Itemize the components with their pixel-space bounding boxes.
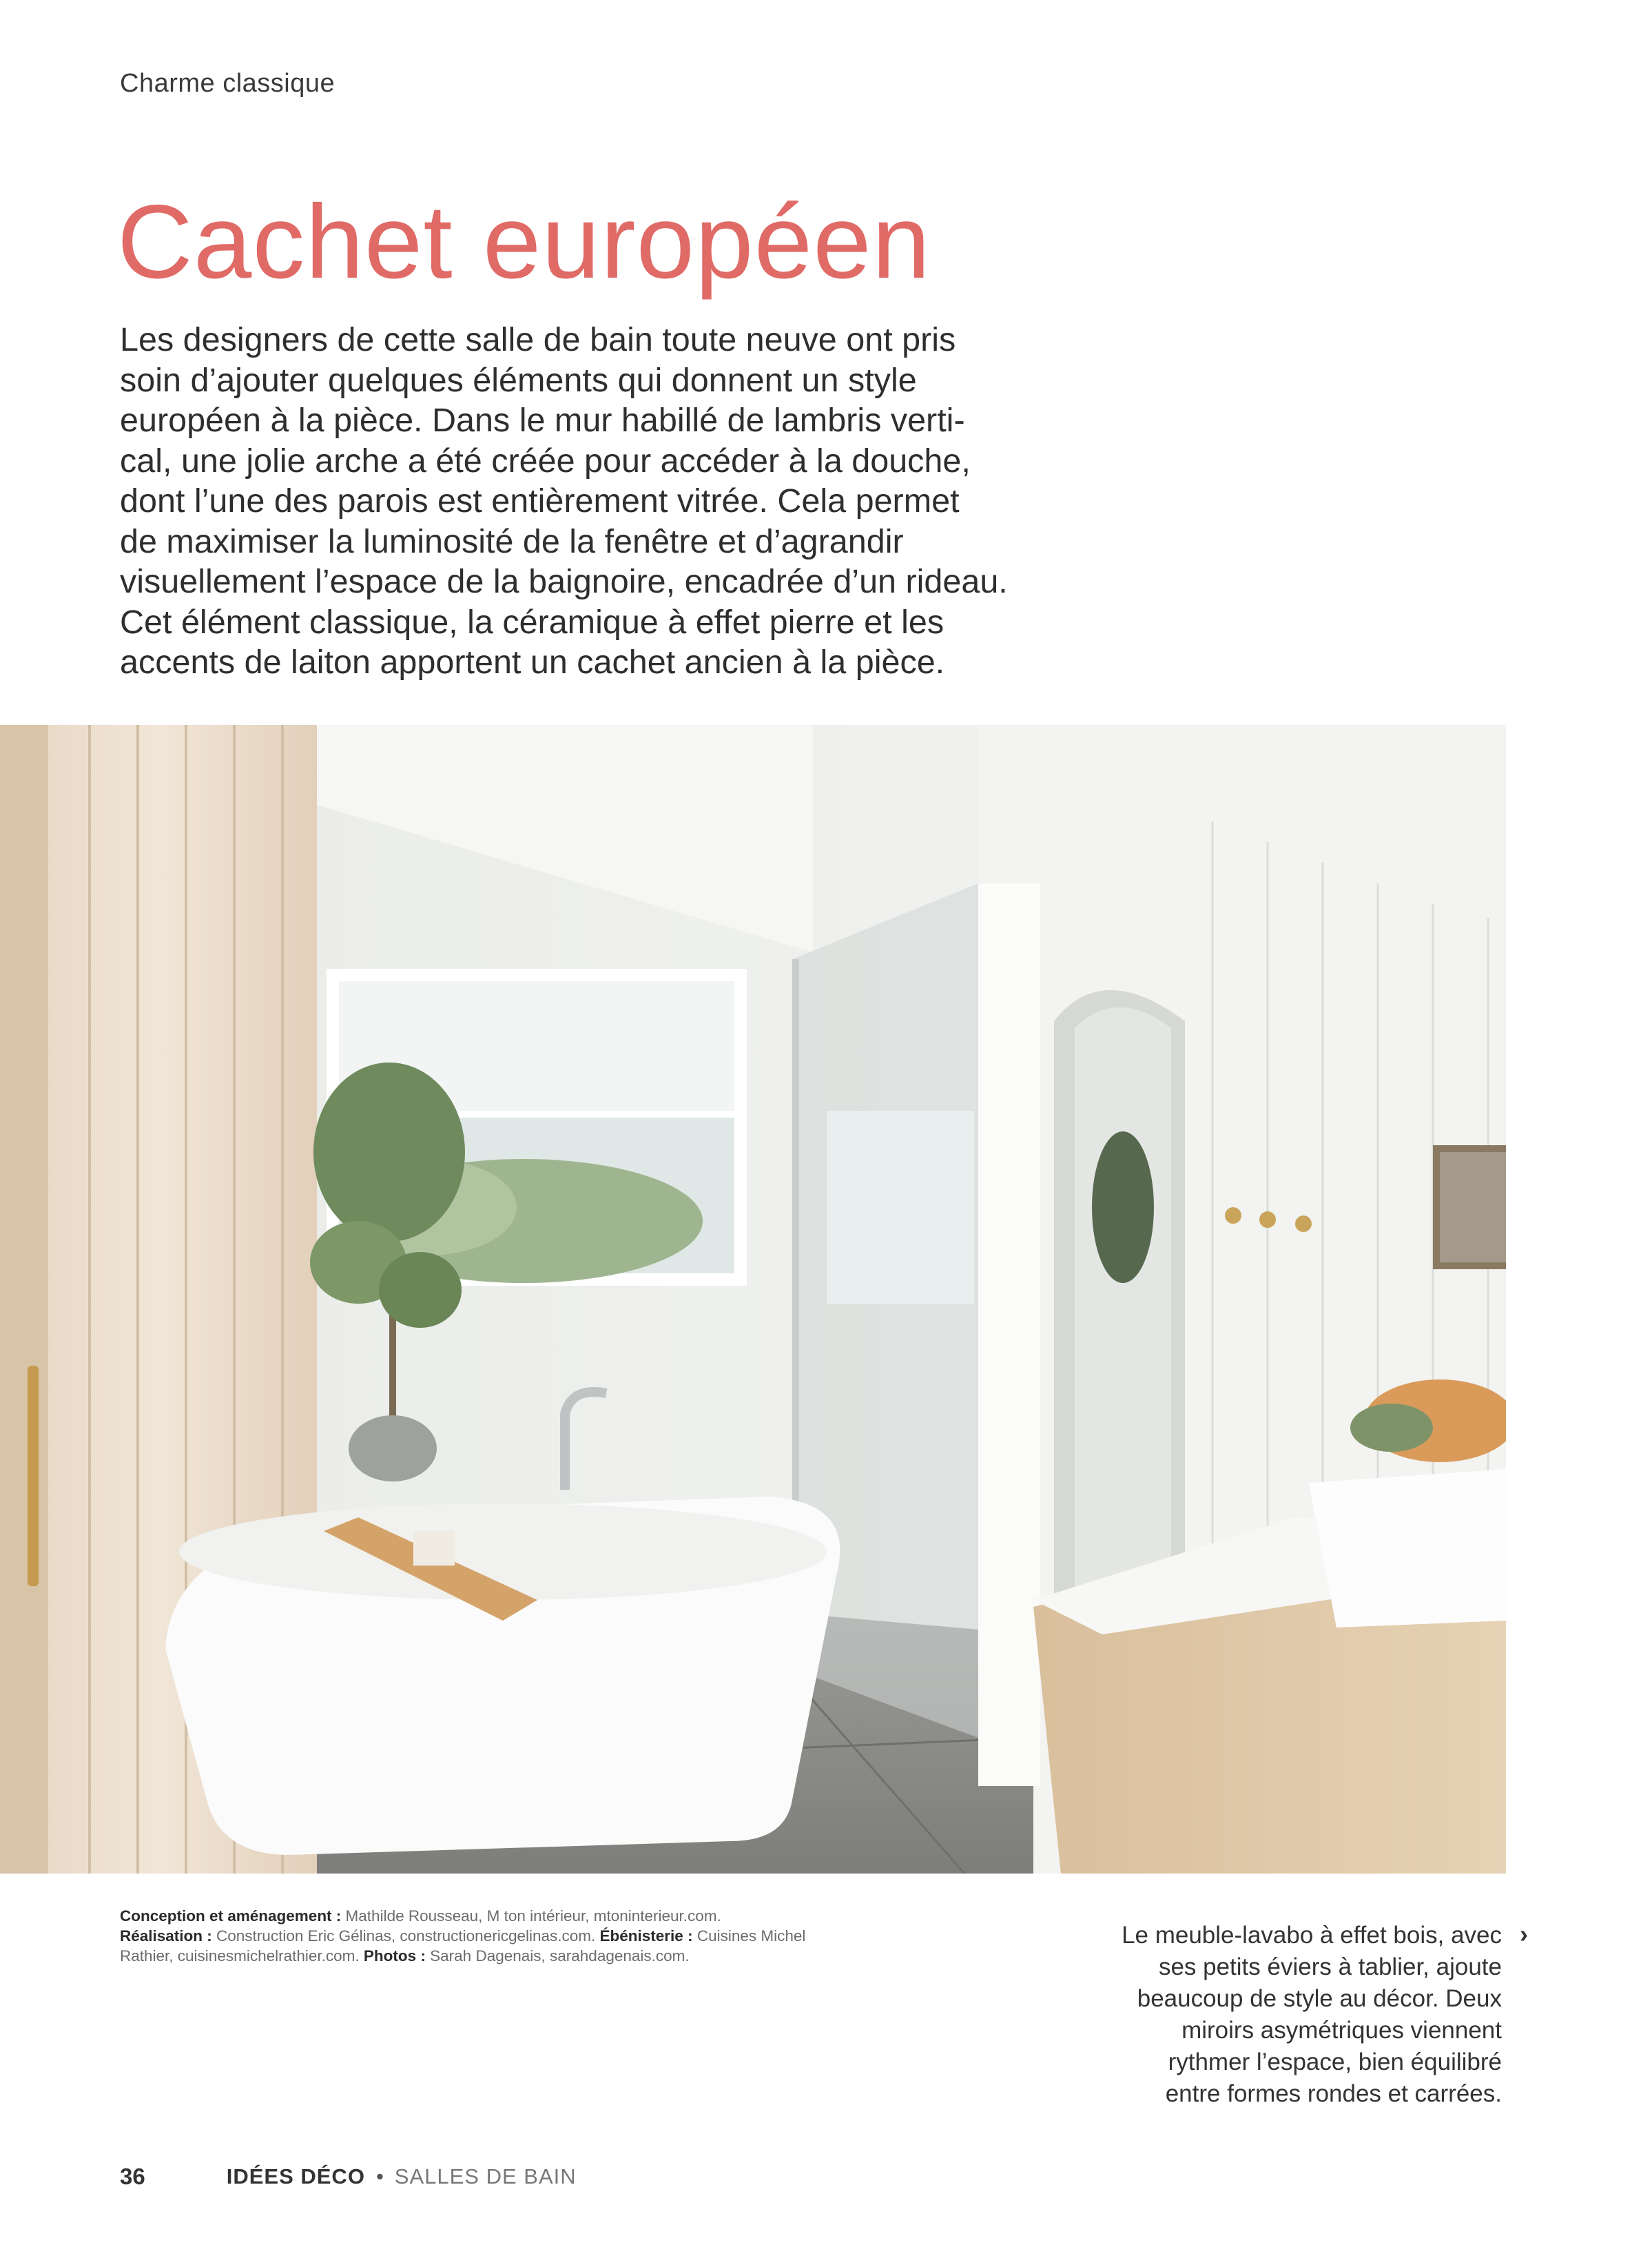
credit-cabinet-label: Ébénisterie : [599, 1927, 693, 1945]
intro-line: de maximiser la luminosité de la fenêtre et d’agrandir [120, 522, 904, 560]
credit-photo-value: Sarah Dagenais, sarahdagenais.com. [425, 1947, 690, 1964]
intro-line: visuellement l’espace de la baignoire, encadrée d’un rideau. [120, 563, 1008, 600]
intro-line: Cet élément classique, la céramique à effet pierre et les [120, 603, 944, 641]
caption-line: entre formes rondes et carrées. [1165, 2080, 1502, 2107]
caption-line: ses petits éviers à tablier, ajoute [1158, 1953, 1502, 1980]
credit-build-value: Construction Eric Gélinas, constructionericgelinas.com. [211, 1927, 600, 1945]
caption-line: Le meuble-lavabo à effet bois, avec [1122, 1922, 1502, 1949]
credit-design-label: Conception et aménagement : [120, 1907, 342, 1925]
intro-line: accents de laiton apportent un cachet ancien à la pièce. [120, 644, 945, 681]
caption-line: rythmer l’espace, bien équilibré [1168, 2049, 1502, 2075]
photo-caption [1020, 1920, 1502, 2110]
credit-design-value: Mathilde Rousseau, M ton intérieur, mtoninterieur.com. [341, 1907, 721, 1925]
intro-line: Les designers de cette salle de bain toute neuve ont pris [120, 321, 956, 358]
intro-line: européen à la pièce. Dans le mur habillé de lambris verti- [120, 402, 965, 439]
intro-line: cal, une jolie arche a été créée pour accéder à la douche, [120, 442, 971, 480]
footer-separator: • [375, 2164, 384, 2188]
page-footer [120, 2164, 577, 2190]
bathroom-photo [0, 725, 1506, 1874]
page-number: 36 [120, 2164, 145, 2189]
caption-line: miroirs asymétriques viennent [1181, 2017, 1502, 2044]
credit-build-label: Réalisation : [120, 1927, 212, 1945]
section-label: Charme classique [120, 69, 335, 98]
credit-photo-label: Photos : [363, 1947, 426, 1964]
article-title: Cachet européen [117, 183, 931, 300]
intro-line: dont l’une des parois est entièrement vitrée. Cela permet [120, 482, 960, 520]
intro-line: soin d’ajouter quelques éléments qui donnent un style [120, 361, 917, 399]
caption-arrow-icon: › [1520, 1920, 1528, 1948]
magazine-name: IDÉES DÉCO [226, 2164, 365, 2188]
photo-credits [120, 1906, 850, 1966]
article-intro [120, 320, 1009, 683]
credit-cabinet-value: Cuisines Michel Rathier, cuisinesmichelrathier.com. [120, 1927, 806, 1964]
footer-section: SALLES DE BAIN [394, 2164, 577, 2188]
caption-line: beaucoup de style au décor. Deux [1137, 1985, 1502, 2012]
